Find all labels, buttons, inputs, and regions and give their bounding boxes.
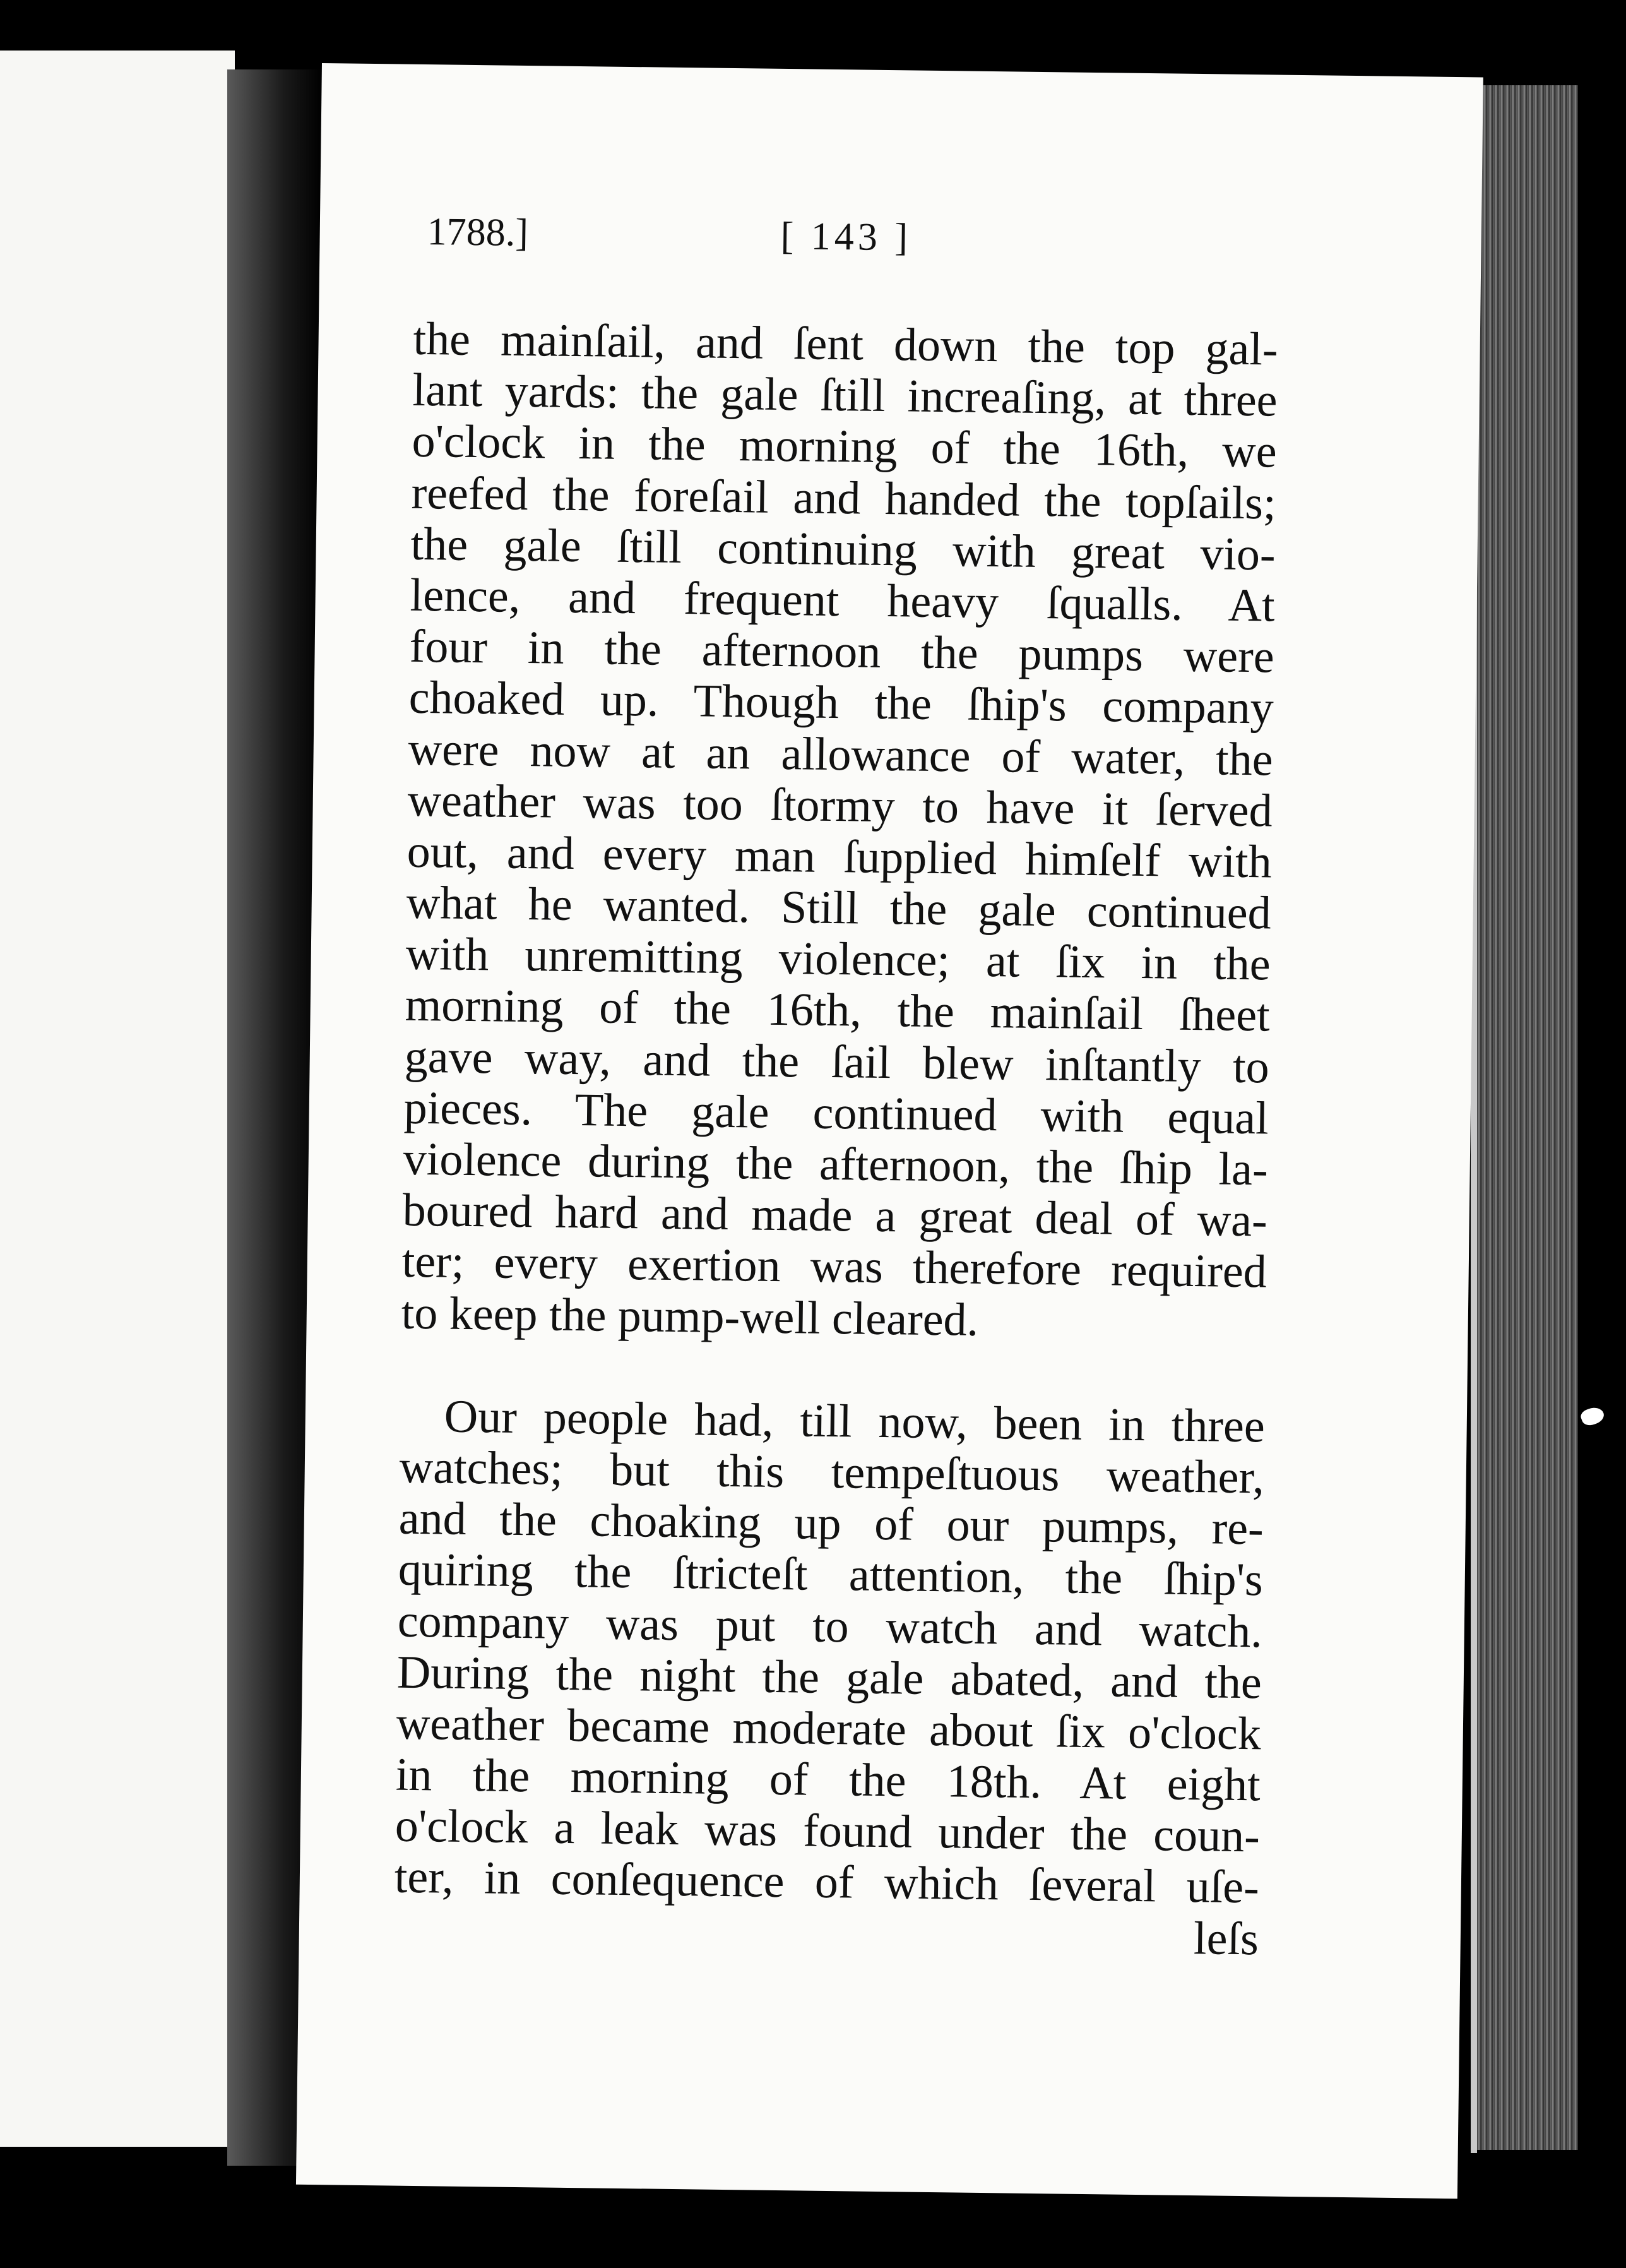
catchword: leſs (1193, 1912, 1259, 1965)
text-line: ter, in conſequence of which ſeveral uſe- (394, 1851, 1260, 1914)
text-line: company was put to watch and watch. (397, 1595, 1263, 1657)
left-page (0, 51, 235, 2147)
scan-blemish (1579, 1405, 1606, 1428)
text-line: and the choaking up of our pumps, re- (398, 1492, 1264, 1555)
text-line: o'clock in the morning of the 16th, we (412, 415, 1278, 478)
right-page (296, 63, 1483, 2199)
text-line: lant yards: the gale ſtill increaſing, at three (412, 364, 1278, 427)
text-line: weather became moderate about ſix o'clock (396, 1697, 1262, 1760)
text-line: Our people had, till now, been in three (444, 1390, 1266, 1453)
text-line: lence, and frequent heavy ſqualls. At (410, 569, 1276, 632)
text-line: pieces. The gale continued with equal (403, 1082, 1269, 1145)
text-line: violence during the afternoon, the ſhip la- (403, 1133, 1269, 1196)
running-head (427, 210, 1412, 278)
text-line: gave way, and the ſail blew inſtantly to (404, 1030, 1270, 1094)
text-line: morning of the 16th, the mainſail ſheet (405, 979, 1271, 1042)
running-head-year: 1788.] (427, 210, 529, 255)
text-line: to keep the pump-well cleared. (401, 1287, 979, 1346)
text-line: o'clock a leak was found under the coun- (395, 1799, 1261, 1863)
text-line: in the morning of the 18th. At eight (395, 1748, 1261, 1811)
text-line: were now at an allowance of water, the (408, 723, 1274, 785)
page-edges (1477, 85, 1578, 2150)
text-line: four in the afternoon the pumps were (409, 620, 1275, 683)
text-line: watches; but this tempeſtuous weather, (399, 1441, 1265, 1504)
text-line: During the night the gale abated, and the (396, 1646, 1262, 1709)
text-line: out, and every man ſupplied himſelf with (406, 825, 1273, 888)
text-line: the mainſail, and ſent down the top gal- (413, 313, 1279, 376)
text-line: quiring the ſtricteſt attention, the ſhip's (398, 1543, 1264, 1606)
body-text (393, 314, 1278, 1965)
text-line: choaked up. Though the ſhip's company (408, 672, 1274, 734)
text-line: the gale ſtill continuing with great vio- (410, 518, 1276, 581)
text-line: weather was too ſtormy to have it ſerved (407, 774, 1273, 837)
text-line: ter; every exertion was therefore required (401, 1236, 1267, 1298)
page-number: [ 143 ] (780, 214, 912, 260)
catchword-row (393, 1903, 1259, 1965)
text-line: with unremitting violence; at ſix in the (405, 928, 1271, 991)
text-line: reefed the foreſail and handed the topſails; (411, 467, 1277, 530)
text-line: what he wanted. Still the gale continued (406, 876, 1272, 940)
text-line: boured hard and made a great deal of wa- (402, 1184, 1268, 1247)
